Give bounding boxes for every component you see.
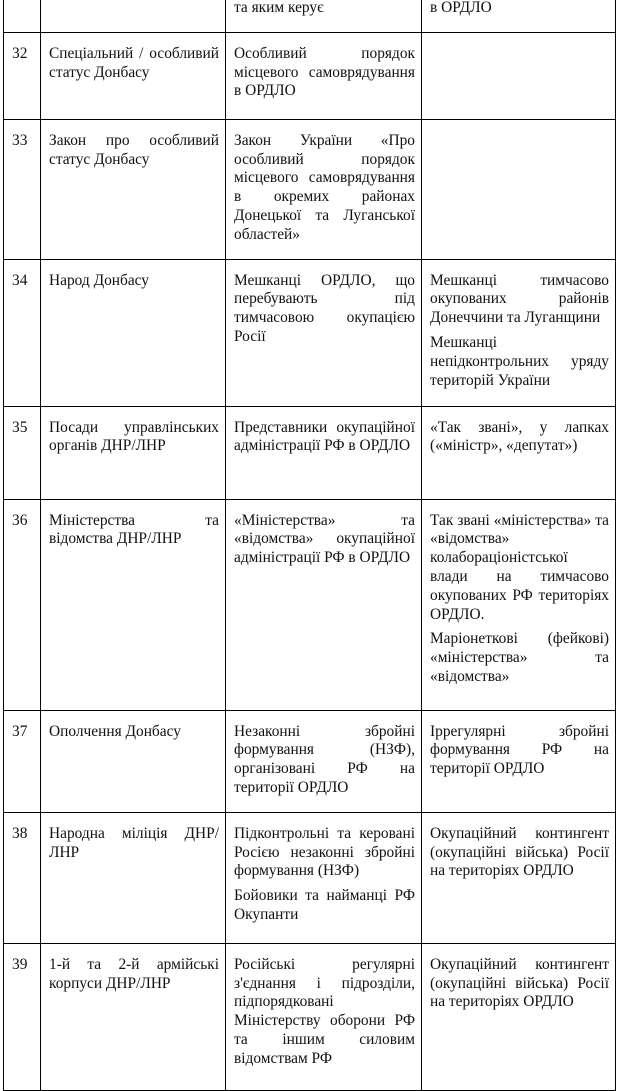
term-cell: Народна міліція ДНР/ЛНР	[41, 812, 226, 943]
correct-usage-cell	[422, 0, 616, 32]
replacement-cell	[226, 406, 422, 499]
correct-usage-cell	[422, 499, 616, 710]
replacement-text: Представники окупаційної адміністрації РФ в ОРДЛО	[234, 418, 415, 455]
row-number-cell: 38	[4, 812, 41, 943]
table-row	[4, 710, 616, 812]
row-number-cell: 35	[4, 406, 41, 499]
row-number-cell: 34	[4, 259, 41, 406]
replacement-text: Бойовики та найманці РФ Окупанти	[234, 887, 415, 923]
replacement-text: Підконтрольні та керовані Росією незаконні збройні формування (НЗФ)	[234, 824, 415, 880]
term-cell: Міністерства та відомства ДНР/ЛНР	[41, 499, 226, 710]
row-number-cell: 37	[4, 710, 41, 812]
correct-usage-text: Окупаційний контингент (окупаційні війська) Росії на територіях ОРДЛО	[430, 824, 609, 880]
term-cell: Посади управлінських органів ДНР/ЛНР	[41, 406, 226, 499]
replacement-text: Особливий порядок місцевого самоврядування в ОРДЛО	[234, 44, 415, 100]
table-row	[4, 812, 616, 943]
replacement-cell	[226, 710, 422, 812]
correct-usage-text: Маріонеткові (фейкові) «міністерства» та «відомства»	[430, 630, 609, 685]
row-number-cell: 33	[4, 119, 41, 259]
correct-usage-text: Мешканці непідконтрольних уряду територій України	[430, 333, 609, 389]
correct-usage-cell	[422, 812, 616, 943]
correct-usage-text: в ОРДЛО	[430, 0, 492, 16]
replacement-cell	[226, 499, 422, 710]
replacement-cell	[226, 943, 422, 1090]
correct-usage-cell	[422, 32, 616, 119]
correct-usage-text: Іррегулярні збройні формування РФ на території ОРДЛО	[430, 722, 609, 778]
correct-usage-text: Окупаційний контингент (окупаційні війська) Росії на територіях ОРДЛО	[430, 955, 609, 1011]
correct-usage-cell	[422, 119, 616, 259]
correct-usage-cell	[422, 406, 616, 499]
correct-usage-text: Мешканці тимчасово окупованих районів Донеччини та Луганщини	[430, 271, 609, 327]
table-row	[4, 943, 616, 1090]
replacement-text: та яким керує	[234, 0, 324, 16]
row-number-cell: 32	[4, 32, 41, 119]
replacement-text: Незаконні збройні формування (НЗФ), організовані РФ на території ОРДЛО	[234, 722, 415, 796]
term-cell: Спеціальний / особливий статус Донбасу	[41, 32, 226, 119]
table-row	[4, 406, 616, 499]
replacement-cell	[226, 259, 422, 406]
row-number-cell	[4, 0, 41, 32]
correct-usage-cell	[422, 710, 616, 812]
replacement-cell	[226, 119, 422, 259]
replacement-text: Мешканці ОРДЛО, що перебувають під тимчасовою окупацією Росії	[234, 271, 415, 345]
term-cell: Ополчення Донбасу	[41, 710, 226, 812]
term-cell	[41, 0, 226, 32]
correct-usage-text: «Так звані», у лапках («міністр», «депутат»)	[430, 418, 609, 455]
replacement-cell	[226, 0, 422, 32]
term-cell: Закон про особливий статус Донбасу	[41, 119, 226, 259]
term-cell: 1-й та 2-й армійські корпуси ДНР/ЛНР	[41, 943, 226, 1090]
replacement-text: Закон України «Про особливий порядок місцевого самоврядування в окремих районах Донецької та Луганської областей»	[234, 131, 415, 243]
table-row	[4, 32, 616, 119]
row-number-cell: 36	[4, 499, 41, 710]
table-row	[4, 0, 616, 32]
replacement-cell	[226, 812, 422, 943]
replacement-text: Російські регулярні з'єднання і підрозділи, підпорядковані Міністерству оборони РФ та іншим силовим відомствам РФ	[234, 955, 415, 1067]
table-row	[4, 119, 616, 259]
row-number-cell: 39	[4, 943, 41, 1090]
replacement-text: «Міністерства» та «відомства» окупаційної адміністрації РФ в ОРДЛО	[234, 511, 415, 567]
table-row	[4, 259, 616, 406]
table-row	[4, 499, 616, 710]
correct-usage-cell	[422, 943, 616, 1090]
terminology-table	[3, 0, 616, 1091]
correct-usage-text: Так звані «міністерства» та «відомства» колабораціоністської влади на тимчасово окупованих РФ територіях ОРДЛО.	[430, 511, 609, 623]
replacement-cell	[226, 32, 422, 119]
term-cell: Народ Донбасу	[41, 259, 226, 406]
correct-usage-cell	[422, 259, 616, 406]
